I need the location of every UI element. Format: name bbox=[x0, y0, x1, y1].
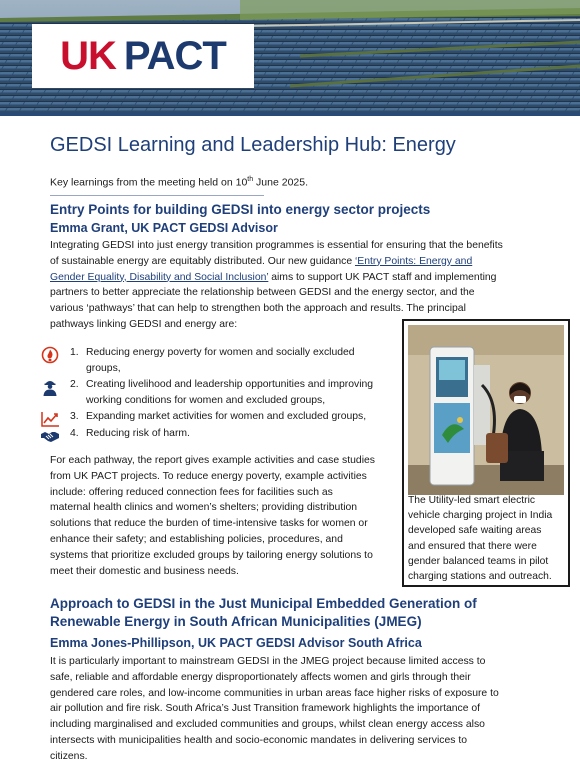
pathways-list bbox=[40, 345, 400, 443]
section1-examples: For each pathway, the report gives example activities and case studies from UK PACT projects. To reduce energy poverty, example activities include: offering reduced connection fees for facilities such as maternal health clinics and women’s shelters; providing distribution solutions that reduce the burden of time-intensive tasks for women or enhance their safety; and establishing policies, procedures, and systems that prioritize excluded groups by tailoring energy solutions to meet their domestic and business needs. bbox=[50, 455, 375, 577]
section2-author: Emma Jones-Phillipson, UK PACT GEDSI Advisor South Africa bbox=[50, 636, 422, 650]
list-item: 1. Reducing energy poverty for women and socially excluded groups, bbox=[40, 345, 400, 377]
handshake-icon bbox=[40, 427, 60, 445]
list-item: 3. Expanding market activities for women and excluded groups, bbox=[40, 409, 400, 426]
photo-caption: The Utility-led smart electric vehicle charging project in India developed safe waiting areas and ensured that there were gender balanced teams in pilot charging stations and outreach. bbox=[408, 495, 553, 583]
section1-intro: Integrating GEDSI into just energy transition programmes is essential for ensuring that the benefits of sustainable energy are equitably distributed. Our new guidance ‘Entry Points: Energy and Gender Equality, Disability and Social Inclusion’ aims to support UK PACT staff and implementing partners to better appreciate the relationship between GEDSI and the energy sector, and the various ‘pathways’ that can help to strengthen both the approach and results. The principal pathways linking GEDSI and energy are: bbox=[50, 240, 503, 330]
ev-charger-illustration bbox=[408, 325, 564, 495]
list-item: 2. Creating livelihood and leadership opportunities and improving working conditions for women and excluded groups, bbox=[40, 377, 400, 409]
energy-flame-icon bbox=[40, 346, 60, 364]
logo-pact: PACT bbox=[123, 33, 226, 78]
divider bbox=[50, 195, 264, 196]
logo-uk: UK bbox=[60, 33, 116, 78]
ev-charging-photo bbox=[408, 325, 564, 495]
uk-pact-logo bbox=[32, 24, 254, 88]
header-banner bbox=[0, 0, 580, 113]
worker-icon bbox=[40, 378, 60, 396]
section1-author: Emma Grant, UK PACT GEDSI Advisor bbox=[50, 221, 278, 235]
entry-points-guidance-link-cont[interactable]: Gender Equality, Disability and Social Inclusion’ bbox=[50, 271, 269, 283]
section1-heading: Entry Points for building GEDSI into energy sector projects bbox=[50, 202, 431, 217]
section2-heading: Approach to GEDSI in the Just Municipal Embedded Generation of Renewable Energy in South African Municipalities (JMEG) bbox=[50, 596, 477, 629]
meeting-date: Key learnings from the meeting held on 10th June 2025. bbox=[50, 176, 309, 189]
banner-rule bbox=[0, 113, 580, 116]
photo-figure bbox=[402, 319, 570, 587]
entry-points-guidance-link[interactable]: ‘Entry Points: Energy and bbox=[354, 255, 473, 267]
page-title: GEDSI Learning and Leadership Hub: Energy bbox=[50, 134, 456, 156]
list-item: 4. Reducing risk of harm. bbox=[40, 426, 400, 443]
section2-body: It is particularly important to mainstream GEDSI in the JMEG project because limited access to safe, reliable and affordable energy disproportionately affects women and girls through their gendered care roles, and low-income communities in urban areas face higher risks of exposure to air pollution and fire risk. South Africa’s Just Transition framework highlights the importance of including marginalised and excluded communities and groups, whilst clean energy access also intersects with municipalities health and socio-economic mandates in delivering services to citizens. bbox=[50, 656, 499, 762]
